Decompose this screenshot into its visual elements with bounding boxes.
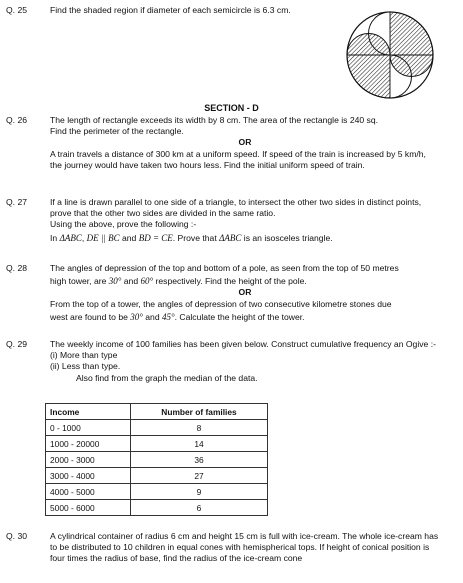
- income-cell: 2000 - 3000: [46, 452, 131, 468]
- q29-line1: The weekly income of 100 families has been given below. Construct cumulative frequency an Ogive :-: [50, 339, 436, 349]
- question-number: Q. 25: [6, 5, 28, 15]
- q28-alt-line1: From the top of a tower, the angles of depression of two consecutive kilometre stones due: [50, 298, 392, 309]
- question-number: Q. 29: [6, 339, 28, 349]
- and-word: and: [123, 276, 139, 287]
- de-parallel-bc: DE || BC: [86, 232, 120, 243]
- families-cell: 36: [131, 452, 268, 468]
- income-cell: 0 - 1000: [46, 420, 131, 436]
- table-row: [46, 420, 268, 436]
- q28-line2: [50, 276, 440, 287]
- q27-proof-line: In ΔABC, DE || BC and BD = CE. Prove that ΔABC is an isosceles triangle.: [50, 232, 333, 243]
- families-header: Number of families: [131, 404, 268, 420]
- q25-text: Find the shaded region if diameter of each semicircle is 6.3 cm.: [50, 5, 291, 15]
- question-number: Q. 30: [6, 531, 28, 541]
- angle-30: 30°: [108, 276, 122, 287]
- and-word: and: [121, 232, 137, 243]
- in-word: In: [50, 232, 58, 243]
- q29-option-1: (i) More than type: [50, 350, 118, 361]
- question-text: [50, 339, 440, 384]
- triangle-abc-2: ΔABC: [219, 232, 242, 243]
- and-word: and: [145, 311, 160, 322]
- question-number: Q. 27: [6, 197, 28, 207]
- income-cell: 5000 - 6000: [46, 500, 131, 516]
- families-cell: 6: [131, 500, 268, 516]
- q29-option-2: (ii) Less than type.: [50, 361, 121, 372]
- table-row: [46, 436, 268, 452]
- q28-alt-start: west are found to be: [50, 311, 128, 322]
- angle-45: 45°: [162, 311, 175, 322]
- table-row: [46, 468, 268, 484]
- income-cell: 4000 - 5000: [46, 484, 131, 500]
- income-header: Income: [46, 404, 131, 420]
- q27-line2: Using the above, prove the following :-: [50, 219, 197, 230]
- table-row: [46, 484, 268, 500]
- families-cell: 9: [131, 484, 268, 500]
- table-row: [46, 452, 268, 468]
- table-row: [46, 500, 268, 516]
- families-cell: 8: [131, 420, 268, 436]
- q26-line2: Find the perimeter of the rectangle.: [50, 126, 184, 137]
- question-text: [50, 263, 440, 323]
- q28-line1: The angles of depression of the top and bottom of a pole, as seen from the top of 50 metres: [50, 263, 399, 273]
- question-text: [50, 197, 440, 244]
- q28-line2-start: high tower, are: [50, 276, 107, 287]
- question-number: Q. 28: [6, 263, 28, 273]
- q29-line3: Also find from the graph the median of the data.: [76, 372, 258, 383]
- income-cell: 1000 - 20000: [46, 436, 131, 452]
- or-label: OR: [238, 287, 252, 298]
- question-number: Q. 26: [6, 115, 28, 125]
- section-title: SECTION - D: [204, 103, 259, 113]
- semicircles-figure: [340, 6, 440, 104]
- q28-alt-line2: [50, 312, 440, 323]
- income-frequency-table: [45, 403, 268, 516]
- triangle-abc: ΔABC: [59, 232, 82, 243]
- isosceles-text: is an isosceles triangle.: [243, 232, 333, 243]
- angle-30: 30°: [130, 311, 143, 322]
- income-cell: 3000 - 4000: [46, 468, 131, 484]
- q30-text: A cylindrical container of radius 6 cm and height 15 cm is full with ice-cream. The whole ice-cream has to be distributed to 10 children in equal cones with hemispherical tops. If height of conical position is four times the radius of base, find the radius of the ice-cream cone: [50, 531, 439, 564]
- or-label: OR: [238, 137, 252, 148]
- q28-line2-end: respectively. Find the height of the pole.: [155, 276, 307, 287]
- prove-that-text: . Prove that: [172, 232, 217, 243]
- families-cell: 14: [131, 436, 268, 452]
- q26-alternative: A train travels a distance of 300 km at a uniform speed. If speed of the train is increased by 5 km/h, the journey would have taken two hours less. Find the initial uniform speed of train.: [50, 148, 426, 170]
- table-header-row: [46, 404, 268, 420]
- angle-60: 60°: [140, 276, 154, 287]
- question-text: [50, 531, 440, 565]
- bd-equals-ce: BD = CE: [138, 232, 173, 243]
- q26-line1: The length of rectangle exceeds its width by 8 cm. The area of the rectangle is 240 sq.: [50, 115, 379, 125]
- families-cell: 27: [131, 468, 268, 484]
- q27-line1: If a line is drawn parallel to one side of a triangle, to intersect the other two sides in distinct points, prove that the other two sides are divided in the same ratio.: [50, 197, 422, 219]
- q28-alt-end: . Calculate the height of the tower.: [174, 311, 305, 322]
- question-text: [50, 115, 440, 171]
